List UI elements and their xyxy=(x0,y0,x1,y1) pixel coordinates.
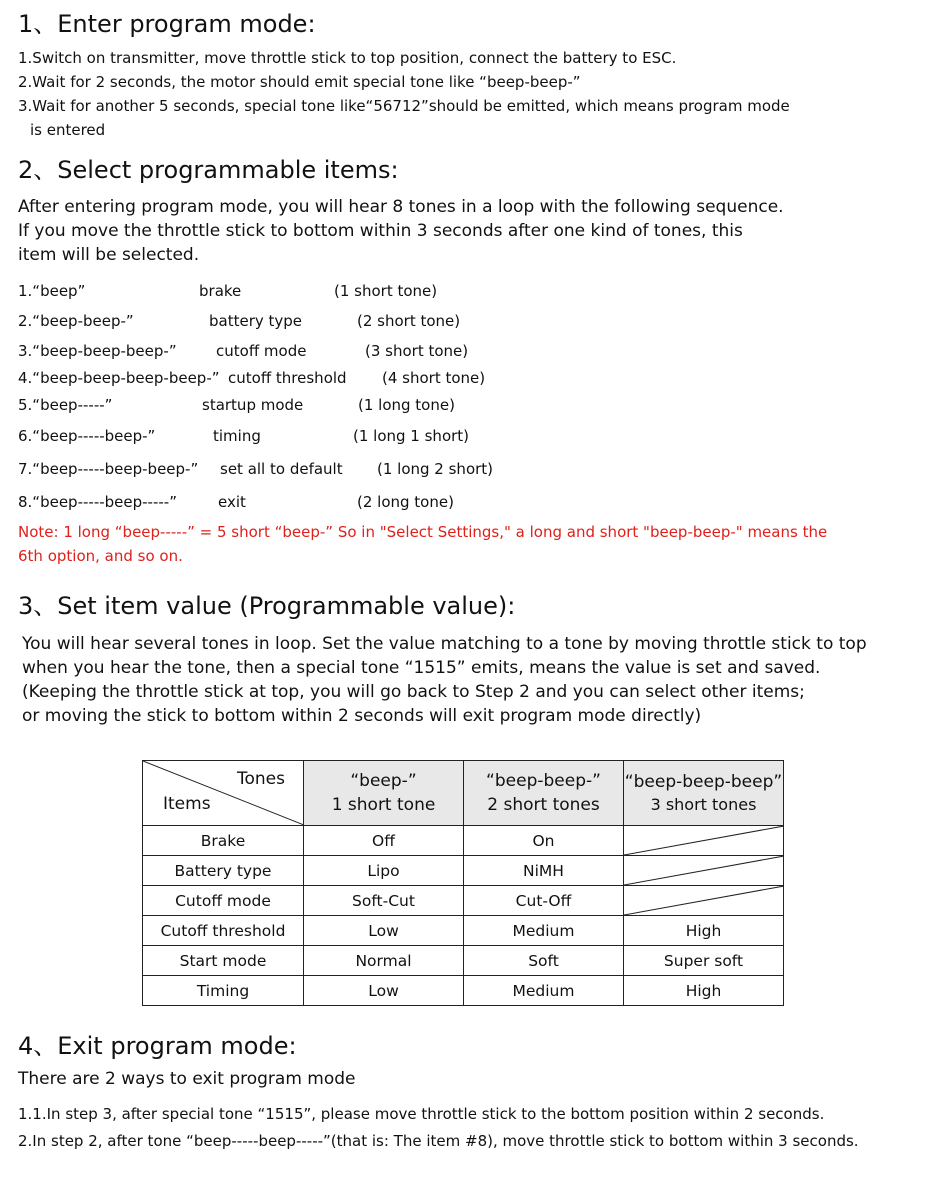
section-1-title: 1、Enter program mode: xyxy=(18,10,316,38)
row-value-empty xyxy=(624,886,784,916)
section-4-line-1: 1.1.In step 3, after special tone “1515”, please move throttle stick to the bottom position within 2 seconds. xyxy=(18,1105,825,1123)
row-value-empty xyxy=(624,856,784,886)
corner-label-tones: Tones xyxy=(237,769,285,789)
item-tone: 3.“beep-beep-beep-” xyxy=(18,342,177,360)
empty-cell-diagonal xyxy=(624,886,784,915)
item-name: cutoff threshold xyxy=(228,369,347,387)
item-tone: 8.“beep-----beep-----” xyxy=(18,493,177,511)
table-header-cell xyxy=(464,761,624,826)
table-header-cell xyxy=(304,761,464,826)
table-row xyxy=(143,916,784,946)
row-value: On xyxy=(464,826,624,856)
item-desc: (1 long tone) xyxy=(358,396,455,414)
header-tone: “beep-” xyxy=(350,771,417,791)
row-value: Off xyxy=(304,826,464,856)
note-line-2: 6th option, and so on. xyxy=(18,547,183,565)
row-value: Medium xyxy=(464,916,624,946)
row-value: Low xyxy=(304,976,464,1006)
row-value: NiMH xyxy=(464,856,624,886)
row-value: Super soft xyxy=(624,946,784,976)
note-line-1: Note: 1 long “beep-----” = 5 short “beep-” So in "Select Settings," a long and short "beep-beep-" means the xyxy=(18,523,828,541)
row-value: Soft-Cut xyxy=(304,886,464,916)
row-value: Lipo xyxy=(304,856,464,886)
section-3-line-1: You will hear several tones in loop. Set the value matching to a tone by moving throttle stick to top xyxy=(22,634,867,654)
item-desc: (1 long 2 short) xyxy=(377,460,494,478)
section-3-line-4: or moving the stick to bottom within 2 seconds will exit program mode directly) xyxy=(22,706,702,726)
section-4-intro: There are 2 ways to exit program mode xyxy=(18,1069,356,1089)
section-2-intro-3: item will be selected. xyxy=(18,245,200,265)
header-desc: 2 short tones xyxy=(487,795,600,815)
section-3-line-2: when you hear the tone, then a special tone “1515” emits, means the value is set and saved. xyxy=(22,658,821,678)
row-value: Cut-Off xyxy=(464,886,624,916)
section-2-title: 2、Select programmable items: xyxy=(18,156,399,184)
row-value: Normal xyxy=(304,946,464,976)
header-desc: 1 short tone xyxy=(331,795,436,815)
table-header-cell xyxy=(624,761,784,826)
item-tone: 1.“beep” xyxy=(18,282,86,300)
row-value: Soft xyxy=(464,946,624,976)
section-2-intro-2: If you move the throttle stick to bottom within 3 seconds after one kind of tones, this xyxy=(18,221,743,241)
item-tone: 4.“beep-beep-beep-beep-” xyxy=(18,369,220,387)
item-desc: (4 short tone) xyxy=(382,369,486,387)
row-value: High xyxy=(624,976,784,1006)
row-value: Low xyxy=(304,916,464,946)
table-row xyxy=(143,856,784,886)
row-item: Cutoff mode xyxy=(143,886,304,916)
section-3-title: 3、Set item value (Programmable value): xyxy=(18,592,516,620)
item-name: set all to default xyxy=(220,460,343,478)
header-desc: 3 short tones xyxy=(650,795,757,814)
corner-label-items: Items xyxy=(163,794,211,814)
row-item: Start mode xyxy=(143,946,304,976)
item-desc: (2 short tone) xyxy=(357,312,461,330)
item-tone: 7.“beep-----beep-beep-” xyxy=(18,460,199,478)
item-name: timing xyxy=(213,427,261,445)
section-4-title: 4、Exit program mode: xyxy=(18,1032,297,1060)
table-row xyxy=(143,886,784,916)
table-row xyxy=(143,946,784,976)
item-name: cutoff mode xyxy=(216,342,307,360)
table-header-row xyxy=(143,761,784,826)
item-tone: 2.“beep-beep-” xyxy=(18,312,134,330)
item-desc: (1 short tone) xyxy=(334,282,438,300)
section-2-intro-1: After entering program mode, you will hear 8 tones in a loop with the following sequence. xyxy=(18,197,784,217)
table-corner-cell xyxy=(143,761,304,826)
item-name: battery type xyxy=(209,312,303,330)
section-3-line-3: (Keeping the throttle stick at top, you will go back to Step 2 and you can select other items; xyxy=(22,682,805,702)
item-tone: 5.“beep-----” xyxy=(18,396,113,414)
section-1-line-2: 2.Wait for 2 seconds, the motor should emit special tone like “beep-beep-” xyxy=(18,73,581,91)
item-name: startup mode xyxy=(202,396,304,414)
empty-cell-diagonal xyxy=(624,856,784,885)
row-item: Cutoff threshold xyxy=(143,916,304,946)
header-tone: “beep-beep-” xyxy=(486,771,601,791)
section-1-line-1: 1.Switch on transmitter, move throttle stick to top position, connect the battery to ESC. xyxy=(18,49,677,67)
item-desc: (2 long tone) xyxy=(357,493,454,511)
table-row xyxy=(143,826,784,856)
section-1-line-3: 3.Wait for another 5 seconds, special tone like“56712”should be emitted, which means program mode xyxy=(18,97,790,115)
item-name: brake xyxy=(199,282,242,300)
table-row xyxy=(143,976,784,1006)
item-tone: 6.“beep-----beep-” xyxy=(18,427,156,445)
row-value: High xyxy=(624,916,784,946)
row-item: Battery type xyxy=(143,856,304,886)
item-desc: (3 short tone) xyxy=(365,342,469,360)
programmable-values-table xyxy=(142,760,784,1006)
row-item: Timing xyxy=(143,976,304,1006)
header-tone: “beep-beep-beep” xyxy=(624,772,783,792)
section-4-line-2: 2.In step 2, after tone “beep-----beep-----”(that is: The item #8), move throttle stick to bottom within 3 seconds. xyxy=(18,1132,859,1150)
row-item: Brake xyxy=(143,826,304,856)
item-desc: (1 long 1 short) xyxy=(353,427,470,445)
row-value: Medium xyxy=(464,976,624,1006)
row-value-empty xyxy=(624,826,784,856)
empty-cell-diagonal xyxy=(624,826,784,855)
section-1-line-4: is entered xyxy=(30,121,106,139)
item-name: exit xyxy=(218,493,246,511)
